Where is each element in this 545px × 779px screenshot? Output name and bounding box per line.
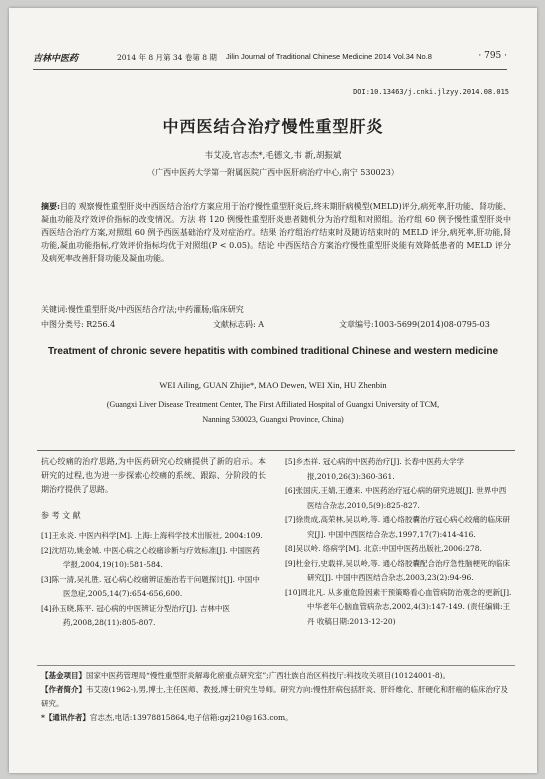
journal-logo: 吉林中医药 (33, 54, 79, 64)
reference-item: [1]王永炎. 中医内科学[M]. 上海:上海科学技术出版社, 2004:109. (41, 531, 263, 540)
en-title: Treatment of chronic severe hepatitis with combined traditional Chinese and western medicine (47, 346, 499, 357)
left-column (41, 455, 266, 631)
doi: DOI:10.13463/j.cnki.jlzyy.2014.08.015 (353, 88, 509, 96)
right-column (285, 455, 513, 629)
keywords: 关键词:慢性重型肝炎/中西医结合疗法;中药灌肠;临床研究 (41, 305, 244, 314)
en-affiliation (9, 397, 537, 427)
cn-issue: 2014 年 8 月第 34 卷第 8 期 (117, 53, 217, 62)
reference-item: [2]沈绍功,姚金城. 中医心病之心绞痛诊断与疗效标准[J]. 中国医药学报,2004,19(10):581-584. (41, 545, 260, 569)
clc-number: 中图分类号: R256.4 (41, 320, 116, 329)
en-authors: WEI Ailing, GUAN Zhijie*, MAO Dewen, WEI Xin, HU Zhenbin (159, 380, 387, 390)
header-rule (33, 69, 507, 70)
abstract-label: 摘要: (41, 201, 60, 211)
reference-item: [3]陈一清,吴礼胜. 冠心病心绞痛辨证施治若干问题探讨[J]. 中国中医急症,2005,14(7):654-656,600. (41, 574, 260, 598)
en-affiliation-line: (Guangxi Liver Disease Treatment Center, The First Affiliated Hospital of Guangxi University of TCM, (106, 400, 440, 409)
footnotes (41, 669, 513, 725)
cn-title: 中西医结合治疗慢性重型肝炎 (162, 117, 384, 136)
reference-item: [9]杜金行,史载祥,吴以岭,等. 通心络胶囊配合治疗急性脑梗死的临床研究[J]. 中国中西医结合杂志,2003,23(2):94-96. (285, 558, 511, 582)
footnote-corresponding: *【通讯作者】官志杰,电话:13978815864,电子信箱:gzj210@163.com。 (41, 713, 293, 722)
en-journal: Jilin Journal of Traditional Chinese Medicine 2014 Vol.34 No.8 (226, 52, 432, 61)
reference-item: [6]张国庆,王婧,王遵来. 中医药治疗冠心病的研究进展[J]. 世界中西医结合杂志,2010,5(9):825-827. (285, 486, 507, 510)
abstract-text: 目的 观察慢性重型肝炎中西医结合治疗方案应用于治疗慢性重型肝炎后,终末期肝病模型(MELD)评分,病死率,肝功能、肾功能、凝血功能及疗效评价指标的改变情况。方法 将 120 例慢性重型肝炎患者随机分为治疗组和对照组。治疗组 60 例予慢性重型肝炎中西医结合治疗方案,对照组 60 例予西医基础治疗及对症治疗。结果 治疗组治疗结束时及随访结束时的 MELD 评分,病死率,肝功能,肾功能,凝血功能指标,疗效评价指标均优于对照组(P < 0.05)。结论 中西医结合方案治疗慢性重型肝炎能有效降低患者的 MELD 评分及病死率改善肝肾功能及凝血功能。 (41, 202, 511, 263)
body-paragraph: 抗心绞痛的治疗思路,为中医药研究心绞痛提供了新的启示。本研究的过程,也为进一步探索心绞痛的系统、跟踪、分阶段的长期治疗提供了思路。 (41, 457, 266, 494)
footnote-author-bio: 【作者简介】韦艾凌(1962-),男,博士,主任医师、教授,博士研究生导师。研究方向:慢性肝病包括肝炎、肝纤维化、肝硬化和肝癌的临床治疗及研究。 (41, 685, 509, 708)
journal-page (9, 8, 537, 773)
footnote-funding: 【基金项目】国家中医药管理局“慢性重型肝炎解毒化瘀重点研究室”;广西壮族自治区科技厅:科技攻关项目(10124001-8)。 (41, 671, 451, 680)
cn-affiliation: （广西中医药大学第一附属医院广西中医肝病治疗中心,南宁 530023） (147, 168, 399, 177)
references-heading: 参 考 文 献 (41, 511, 81, 520)
page-number: · 795 · (478, 51, 507, 61)
abstract (41, 200, 511, 265)
reference-item: [7]徐贵成,高荣林,吴以岭,等. 通心络胶囊治疗冠心病心绞痛的临床研究[J]. 中国中西医结合杂志,1997,17(7):414-416. (285, 515, 511, 539)
reference-item: [4]孙玉晓,陈平. 冠心病的中医辨证分型治疗[J]. 吉林中医药,2008,28(11):805-807. (41, 603, 230, 627)
en-affiliation-line: Nanning 530023, Guangxi Province, China) (202, 415, 344, 424)
document-code: 文献标志码: A (213, 320, 265, 329)
article-number: 文章编号:1003-5699(2014)08-0795-03 (339, 320, 490, 329)
reference-item: [5]乡杰祥. 冠心病的中医药治疗[J]. 长春中医药大学学报,2010,26(3):360-361. (285, 457, 465, 481)
cn-authors: 韦艾凌,官志杰*,毛德文,韦 新,胡振斌 (204, 151, 342, 161)
reference-item: [10]周北凡. 从多重危险因素干预策略看心血管病防治观念的更新[J]. 中华老年心脑血管病杂志,2002,4(3):147-149. (责任编辑:王 丹 收稿日期:2013-12-20) (285, 587, 512, 626)
reference-item: [8]吴以岭. 络病学[M]. 北京:中国中医药出版社,2006:278. (285, 544, 482, 553)
section-rule (37, 450, 515, 451)
running-header (33, 51, 513, 65)
footnote-rule (37, 665, 515, 666)
